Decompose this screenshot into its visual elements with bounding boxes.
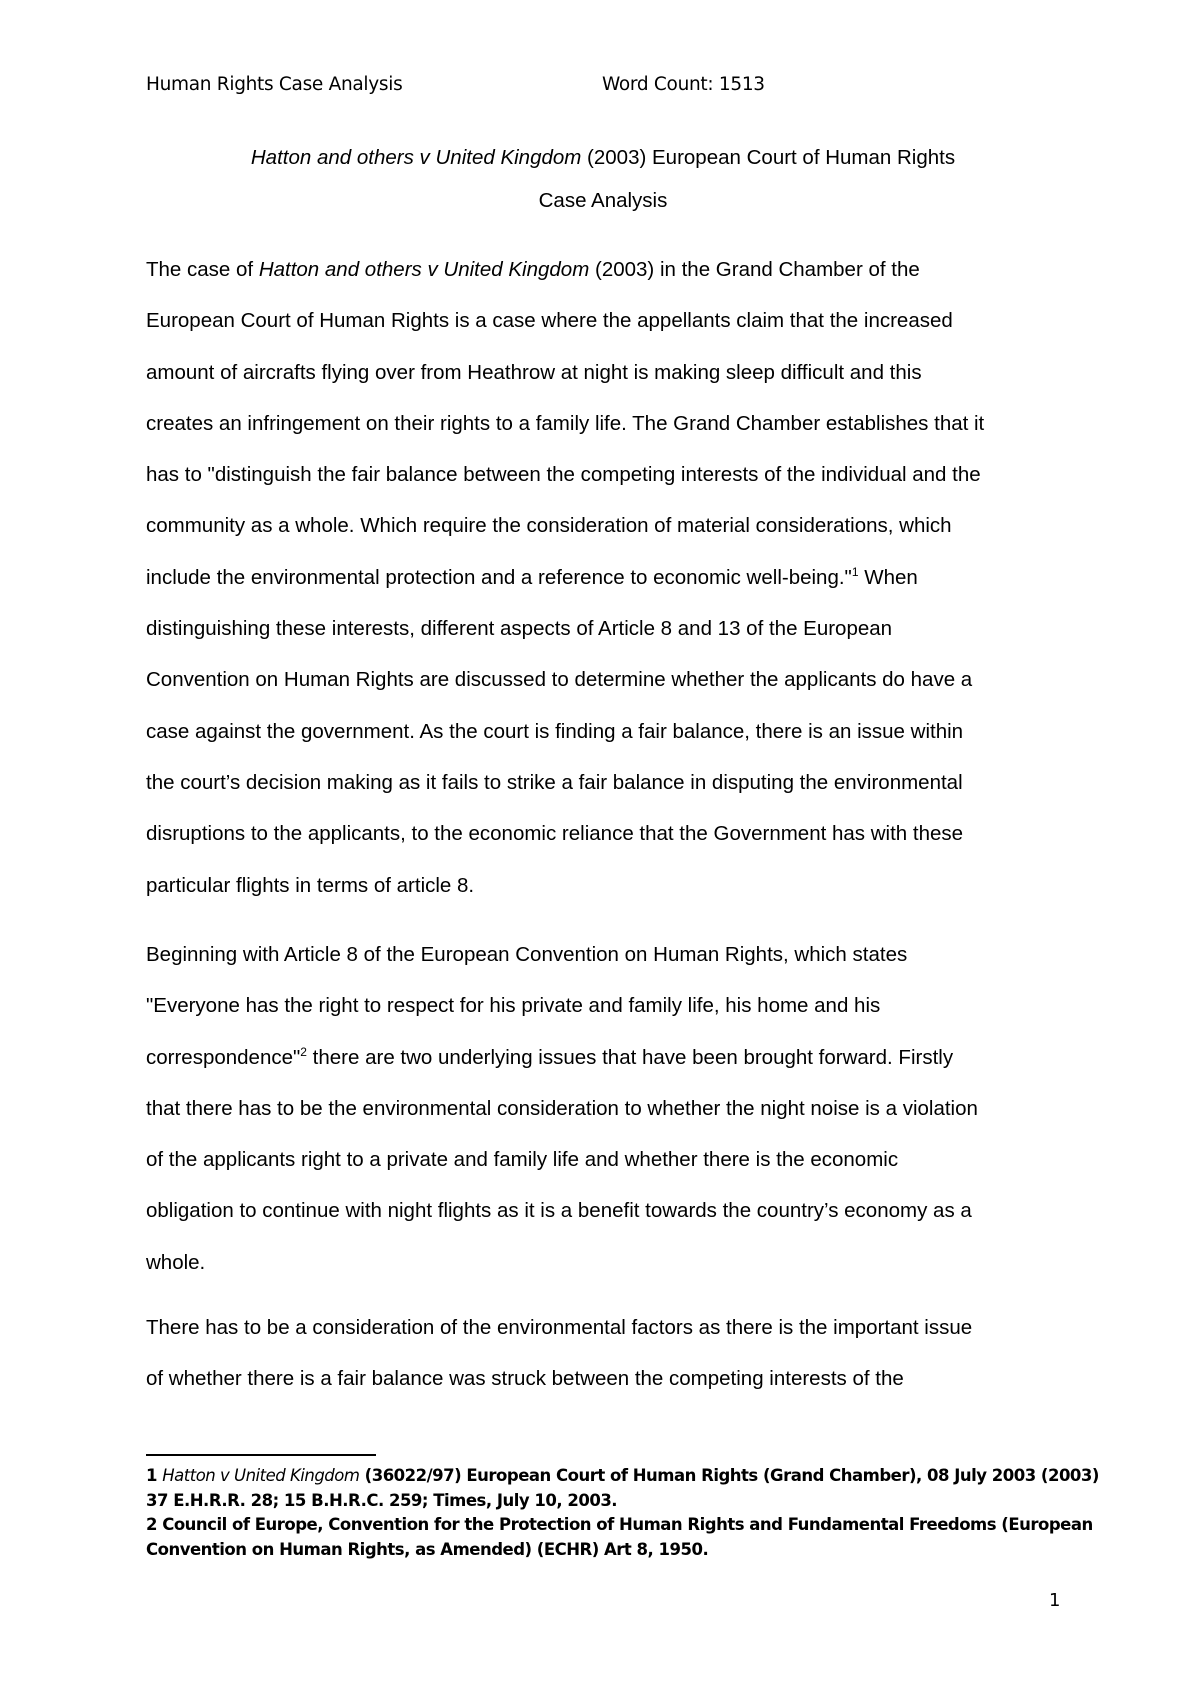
paragraph-2: [146, 929, 1066, 1288]
footnote-1-number: 1: [146, 1466, 163, 1485]
paragraph-1-line: disruptions to the applicants, to the economic reliance that the Government has with these: [146, 822, 964, 846]
footnote-1-line: 37 E.H.R.R. 28; 15 B.H.R.C. 259; Times, July 10, 2003.: [146, 1490, 618, 1510]
paragraph-2-line: whole.: [146, 1250, 206, 1274]
p1-line-7-after: When: [858, 565, 918, 589]
paragraph-1-line: case against the government. As the court is finding a fair balance, there is an issue within: [146, 719, 964, 743]
paragraph-1-line: amount of aircrafts flying over from Heathrow at night is making sleep difficult and this: [146, 360, 922, 384]
running-header-left: Human Rights Case Analysis: [146, 74, 403, 95]
p2-line-3-text: correspondence": [146, 1045, 301, 1069]
page-number: 1: [1049, 1590, 1061, 1611]
paragraph-2-line: [146, 1032, 1066, 1083]
paragraph-2-line: "Everyone has the right to respect for his private and family life, his home and his: [146, 994, 881, 1018]
word-count-header: Word Count: 1513: [602, 74, 765, 95]
footnote-1-case-name: Hatton v United Kingdom: [162, 1466, 360, 1485]
p1-case-name: Hatton and others v United Kingdom: [258, 258, 590, 281]
paragraph-2-line: Beginning with Article 8 of the European Convention on Human Rights, which states: [146, 943, 908, 966]
paragraph-1-line: the court’s decision making as it fails to strike a fair balance in disputing the environmental: [146, 770, 963, 794]
document-subtitle: Case Analysis: [538, 189, 668, 212]
p1-year: (2003): [589, 258, 660, 281]
p1-intro: The case of: [146, 258, 259, 281]
footnote-1-citation: (36022/97) European Court of Human Rights (Grand Chamber), 08 July 2003 (2003): [359, 1466, 1099, 1485]
title-rest: (2003) European Court of Human Rights: [581, 146, 956, 169]
paragraph-1: [146, 244, 1066, 911]
footnote-1-line: [146, 1464, 1099, 1489]
p1-line-7-text: include the environmental protection and a reference to economic well-being.": [146, 565, 852, 589]
footnote-separator: [146, 1454, 376, 1456]
footnote-2-line: 2 Council of Europe, Convention for the Protection of Human Rights and Fundamental Freedoms (European: [146, 1515, 1093, 1534]
paragraph-3: [146, 1302, 1066, 1405]
document-title: [146, 146, 1060, 170]
title-case-name: Hatton and others v United Kingdom: [250, 146, 582, 169]
p1-line-1-rest: in the Grand Chamber of the: [659, 258, 920, 281]
footnotes: [146, 1464, 1099, 1562]
paragraph-1-line: Convention on Human Rights are discussed to determine whether the applicants do have a: [146, 668, 973, 692]
paragraph-1-line: community as a whole. Which require the consideration of material considerations, which: [146, 514, 952, 538]
paragraph-3-line: There has to be a consideration of the environmental factors as there is the important issue: [146, 1316, 973, 1339]
paragraph-1-line: [146, 552, 1066, 603]
paragraph-1-line: has to "distinguish the fair balance between the competing interests of the individual and the: [146, 463, 981, 487]
paragraph-1-line: distinguishing these interests, different aspects of Article 8 and 13 of the European: [146, 617, 893, 641]
paragraph-1-line: particular flights in terms of article 8.: [146, 873, 475, 897]
paragraph-1-line: [146, 244, 1066, 295]
paragraph-2-line: that there has to be the environmental consideration to whether the night noise is a violation: [146, 1096, 978, 1120]
paragraph-2-line: of the applicants right to a private and family life and whether there is the economic: [146, 1148, 899, 1172]
paragraph-1-line: European Court of Human Rights is a case where the appellants claim that the increased: [146, 309, 953, 333]
p2-line-3-after: there are two underlying issues that have been brought forward. Firstly: [306, 1045, 954, 1069]
footnote-2-line: Convention on Human Rights, as Amended) (ECHR) Art 8, 1950.: [146, 1539, 709, 1559]
paragraph-3-line: of whether there is a fair balance was struck between the competing interests of the: [146, 1367, 904, 1391]
footnote-ref-1[interactable]: 1: [851, 564, 859, 579]
paragraph-2-line: obligation to continue with night flights as it is a benefit towards the country’s economy as a: [146, 1199, 972, 1223]
footnote-ref-2[interactable]: 2: [300, 1044, 307, 1059]
paragraph-1-line: creates an infringement on their rights to a family life. The Grand Chamber establishes that it: [146, 411, 985, 435]
